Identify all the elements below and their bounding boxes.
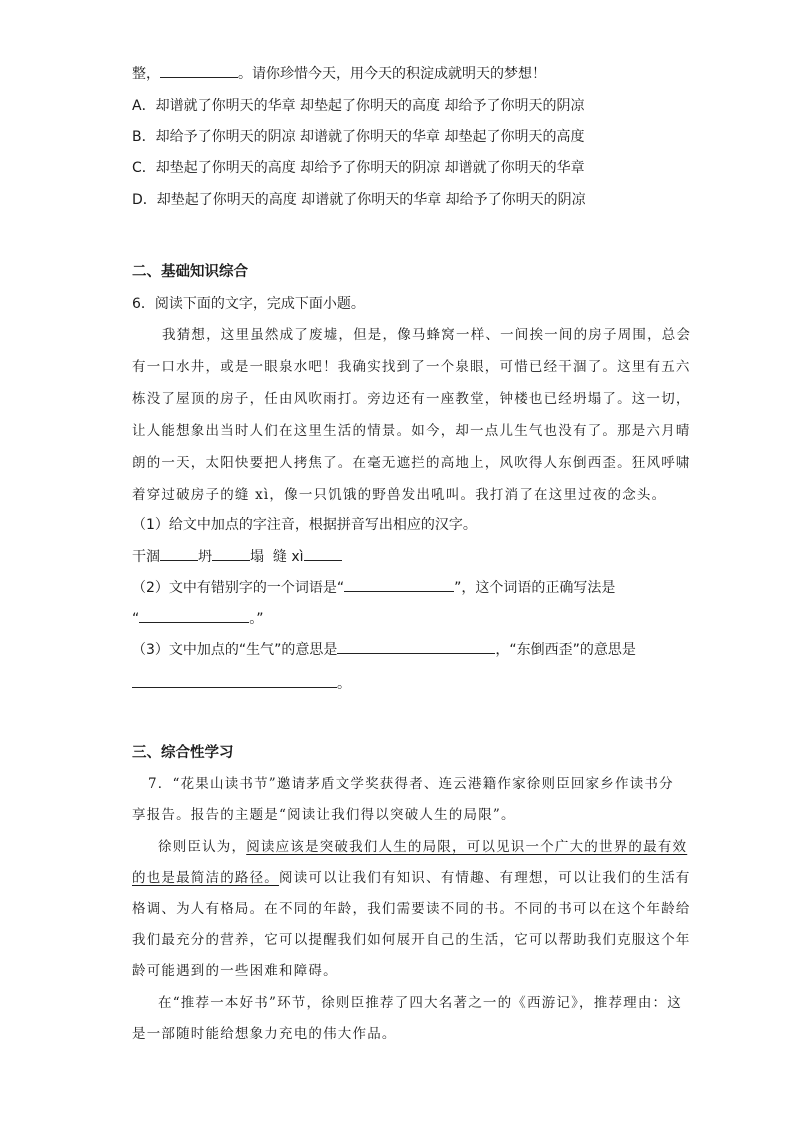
q6-sub2-prompt: （2）文中有错别字的一个词语是“ ”，这个词语的正确写法是: [132, 577, 615, 598]
q7-line-2: 享报告。报告的主题是“阅读让我们得以突破人生的局限”。: [132, 807, 516, 823]
p2-line-3: 格调、为人有格局。在不同的年龄，我们需要读不同的书。不同的书可以在这个年龄给: [132, 901, 691, 917]
passage-line-3: 栋没了屋顶的房子，任由风吹雨打。旁边还有一座教堂，钟楼也已经坍塌了。这一切，: [132, 391, 691, 407]
q5-option-b[interactable]: B．却给予了你明天的阴凉 却谱就了你明天的华章 却垫起了你明天的高度: [132, 129, 585, 145]
pinyin-blank-2[interactable]: [212, 546, 250, 561]
hanzi-blank[interactable]: [304, 546, 342, 561]
q5-option-c[interactable]: C．却垫起了你明天的高度 却给予了你明天的阴凉 却谱就了你明天的华章: [132, 160, 585, 176]
dongdao-meaning-blank[interactable]: [132, 673, 337, 688]
p3-line-1: 在“推荐一本好书”环节，徐则臣推荐了四大名著之一的《西游记》，推荐理由：这: [158, 995, 682, 1011]
passage-line-5: 朗的一天，太阳快要把人拷焦了。在毫无遮拦的高地上，风吹得人东倒西歪。狂风呼啸: [132, 455, 691, 471]
passage-line-1: 我猜想，这里虽然成了废墟，但是，像马蜂窝一样、一间挨一间的房子周围，总会: [162, 327, 692, 343]
p3-line-2: 是一部随时能给想象力充电的伟大作品。: [132, 1026, 397, 1042]
correct-word-blank[interactable]: [139, 608, 249, 623]
passage-line-4: 让人能想象出当时人们在这里生活的情景。如今，却一点儿生气也没有了。那是六月晴: [132, 423, 691, 439]
q5-option-a[interactable]: A．却谱就了你明天的华章 却垫起了你明天的高度 却给予了你明天的阴凉: [132, 98, 585, 114]
q5-stem-tail: 整， 。请你珍惜今天，用今天的积淀成就明天的梦想！: [132, 63, 546, 84]
p2-line-1: 徐则臣认为，阅读应该是突破我们人生的局限，可以见识一个广大的世界的最有效: [158, 839, 688, 855]
section-3-title: 三、综合性学习: [132, 745, 234, 761]
p2-line-4: 我们最充分的营养，它可以提醒我们如何展开自己的生活，它可以帮助我们克服这个年: [132, 932, 691, 948]
q6-stem: 6．阅读下面的文字，完成下面小题。: [132, 296, 365, 312]
q7-line-1: 7．“花果山读书节”邀请茅盾文学奖获得者、连云港籍作家徐则臣回家乡作读书分: [148, 776, 674, 792]
q5-answer-blank[interactable]: [160, 63, 238, 78]
pinyin-blank-1[interactable]: [160, 546, 198, 561]
q6-sub3-prompt: （3）文中加点的“生气”的意思是 ，“东倒西歪”的意思是: [132, 639, 636, 660]
underlined-sentence-part-1: 阅读应该是突破我们人生的局限，可以见识一个广大的世界的最有效: [246, 839, 688, 855]
q6-sub3-answer: 。: [132, 673, 351, 694]
shengqi-meaning-blank[interactable]: [337, 639, 495, 654]
p2-line-5: 龄可能遇到的一些困难和障碍。: [132, 963, 338, 979]
section-2-title: 二、基础知识综合: [132, 264, 248, 280]
wrong-word-blank[interactable]: [344, 577, 454, 592]
q6-sub1-items: 干涸 坍 塌 缝 xì: [132, 546, 342, 567]
q5-option-d[interactable]: D．却垫起了你明天的高度 却谱就了你明天的华章 却给予了你明天的阴凉: [132, 192, 586, 208]
underlined-sentence-part-2: 的也是最简洁的路径。: [132, 870, 279, 886]
p2-line-2: 的也是最简洁的路径。阅读可以让我们有知识、有情趣、有理想，可以让我们的生活有: [132, 870, 691, 886]
q6-sub1-prompt: （1）给文中加点的字注音，根据拼音写出相应的汉字。: [132, 517, 477, 533]
q6-sub2-answer: “ 。”: [132, 608, 264, 629]
passage-line-6: 着穿过破房子的缝 xì，像一只饥饿的野兽发出吼叫。我打消了在这里过夜的念头。: [132, 487, 667, 503]
passage-line-2: 有一口水井，或是一眼泉水吧！我确实找到了一个泉眼，可惜已经干涸了。这里有五六: [132, 359, 691, 375]
